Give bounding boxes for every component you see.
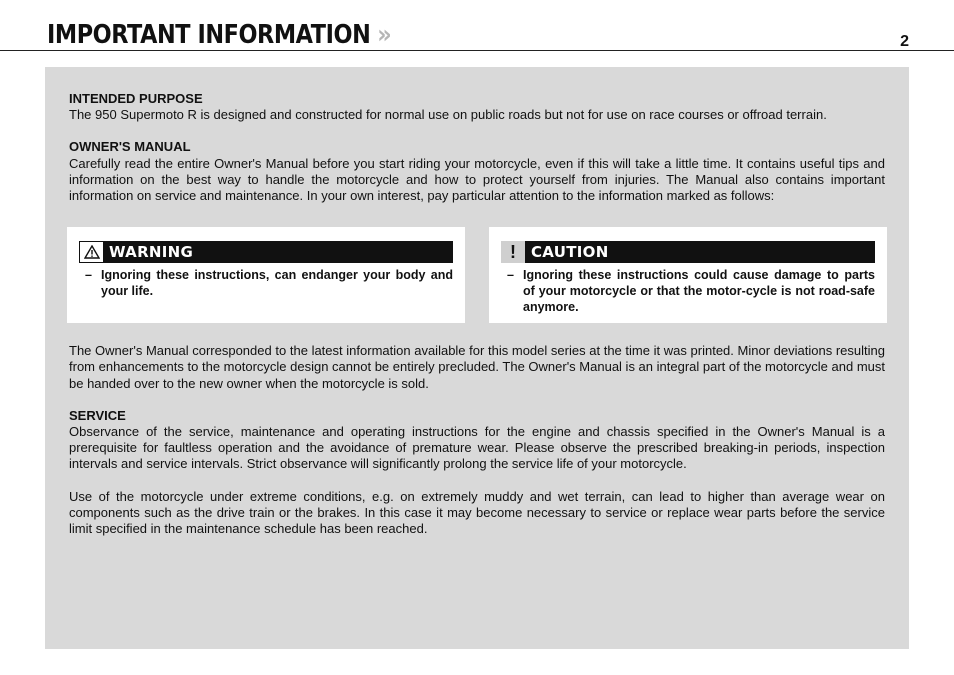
intended-purpose-heading: INTENDED PURPOSE [69, 91, 203, 106]
page-title-text: IMPORTANT INFORMATION [47, 20, 371, 50]
exclamation-icon: ! [501, 241, 525, 263]
caution-bar [501, 241, 875, 263]
extreme-use-text: Use of the motorcycle under extreme conditions, e.g. on extremely muddy and wet terrain, can lead to higher than average wear on components such as the drive train or the brakes. In this case it may become necessary to service or replace wear parts before the service limit specified in the maintenance schedule has been reached. [69, 488, 885, 537]
warning-triangle-icon [79, 241, 103, 263]
warning-box [67, 227, 465, 323]
content-panel [45, 67, 909, 649]
notice-boxes [67, 227, 887, 323]
caution-dash: – [507, 268, 514, 283]
service-heading: SERVICE [69, 407, 126, 423]
intended-purpose-text: The 950 Supermoto R is designed and constructed for normal use on public roads but not for use on race courses or offroad terrain. [69, 107, 827, 123]
warning-item [79, 267, 453, 299]
page-header [0, 0, 954, 51]
chevron-icon: » [377, 20, 392, 50]
warning-dash: – [85, 268, 92, 283]
owners-manual-heading: OWNER'S MANUAL [69, 139, 191, 155]
caution-label: CAUTION [525, 241, 875, 263]
warning-text: Ignoring these instructions, can endanger your body and your life. [101, 268, 453, 299]
service-text: Observance of the service, maintenance and operating instructions for the engine and chassis specified in the Owner's Manual is a prerequisite for faultless operation and the avoidance of premature wear. Please observe the prescribed breaking-in periods, inspection intervals and service intervals. Strict observance will significantly prolong the service life of your motorcycle. [69, 424, 885, 472]
warning-label: WARNING [103, 241, 453, 263]
warning-bar [79, 241, 453, 263]
caution-item [501, 267, 875, 315]
owners-manual-text: Carefully read the entire Owner's Manual before you start riding your motorcycle, even if this will take a little time. It contains useful tips and information on the best way to handle the motorcycle and how to protect yourself from injuries. The Manual also contains important information on service and maintenance. In your own interest, pay particular attention to the information marked as follows: [69, 155, 885, 204]
page-title [47, 20, 391, 50]
caution-text: Ignoring these instructions could cause damage to parts of your motorcycle or that the motor-cycle is not road-safe anymore. [523, 268, 875, 315]
content-body [69, 91, 885, 537]
manual-note-text: The Owner's Manual corresponded to the latest information available for this model series at the time it was printed. Minor deviations resulting from enhancements to the motorcycle design cannot be entirely precluded. The Owner's Manual is an integral part of the motorcycle and must be handed over to the new owner when the motorcycle is sold. [69, 343, 885, 391]
page-number: 2 [900, 33, 909, 50]
caution-box [489, 227, 887, 323]
